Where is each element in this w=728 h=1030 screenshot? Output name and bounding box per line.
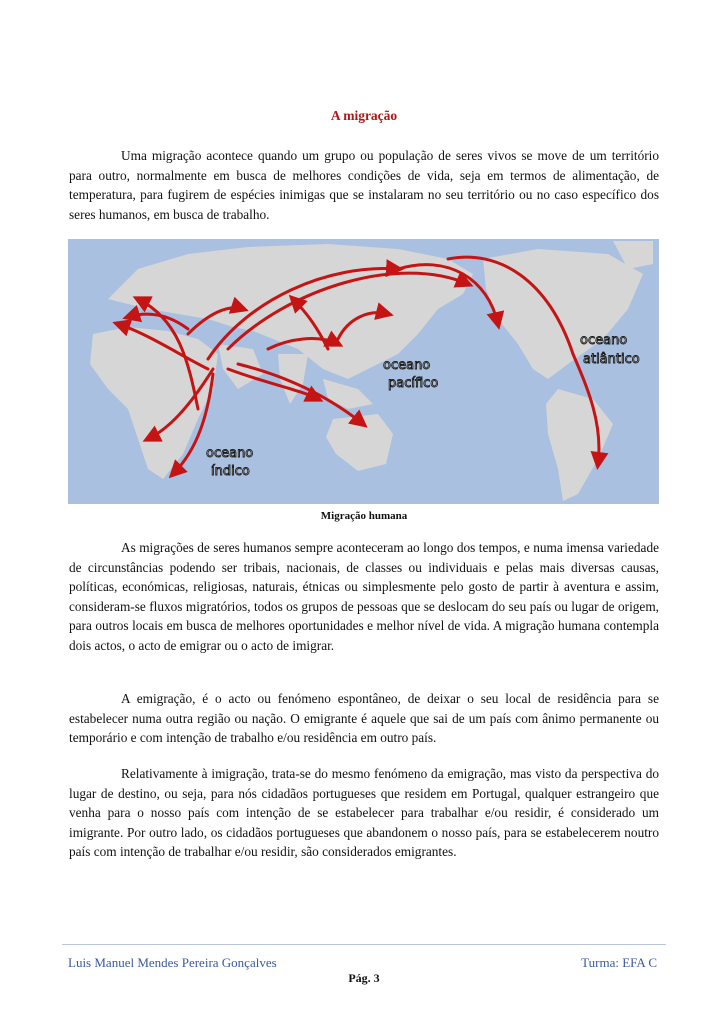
footer-class: Turma: EFA C	[581, 955, 657, 970]
label-indian-line1: oceano	[206, 446, 254, 461]
label-pacific-line1: oceano	[383, 358, 431, 373]
paragraph-immigration: Relativamente à imigração, trata-se do mesmo fenómeno da emigração, mas visto da perspectiva do lugar de destino, ou seja, para nós cidadãos portugueses que residem em Portugal, qualquer estrangeiro que venha para o nosso país com intenção de se estabelecer para trabalhar e/ou residir, é considerado um imigrante. Por outro lado, os cidadãos portugueses que abandonem o nosso país, para se estabelecerem noutro país com intenção de trabalhar e/ou residir, são considerados emigrantes.	[69, 766, 659, 860]
label-atlantic-line2: atlântico	[583, 352, 640, 367]
migration-map	[68, 239, 659, 504]
page-title: A migração	[330, 108, 398, 123]
paragraph-intro: Uma migração acontece quando um grupo ou população de seres vivos se move de um território para outro, normalmente em busca de melhores condições de vida, seja em termos de alimentação, de temperatura, para fugirem de espécies inimigas que se instalaram no seu território ou no caso específico dos seres humanos, em busca de trabalho.	[69, 148, 659, 222]
footer-author: Luis Manuel Mendes Pereira Gonçalves	[68, 955, 277, 970]
page-number: Pág. 3	[348, 971, 380, 985]
paragraph-emigration: A emigração, é o acto ou fenómeno espontâneo, de deixar o seu local de residência para se estabelecer numa outra região ou nação. O emigrante é aquele que sai de um país com ânimo permanente ou temporário e com intenção de trabalho e/ou residência em outro país.	[69, 691, 659, 746]
label-pacific-line2: pacífico	[388, 376, 439, 391]
label-indian-line2: índico	[211, 464, 250, 479]
label-atlantic-line1: oceano	[580, 333, 628, 348]
footer-divider	[62, 944, 666, 945]
map-caption: Migração humana	[320, 510, 408, 522]
paragraph-human-migrations: As migrações de seres humanos sempre aconteceram ao longo dos tempos, e numa imensa variedade de circunstâncias podendo ser tribais, nacionais, de classes ou individuais e pelas mais diversas causas, políticas, económicas, religiosas, naturais, étnicas ou simplesmente pelo gosto de partir à aventura e assim, consideram-se fluxos migratórios, todos os grupos de pessoas que se deslocam do seu país ou lugar de origem, para outros locais em busca de melhores oportunidades e melhor nível de vida. A migração humana contempla dois actos, o acto de emigrar ou o acto de imigrar.	[69, 540, 659, 653]
